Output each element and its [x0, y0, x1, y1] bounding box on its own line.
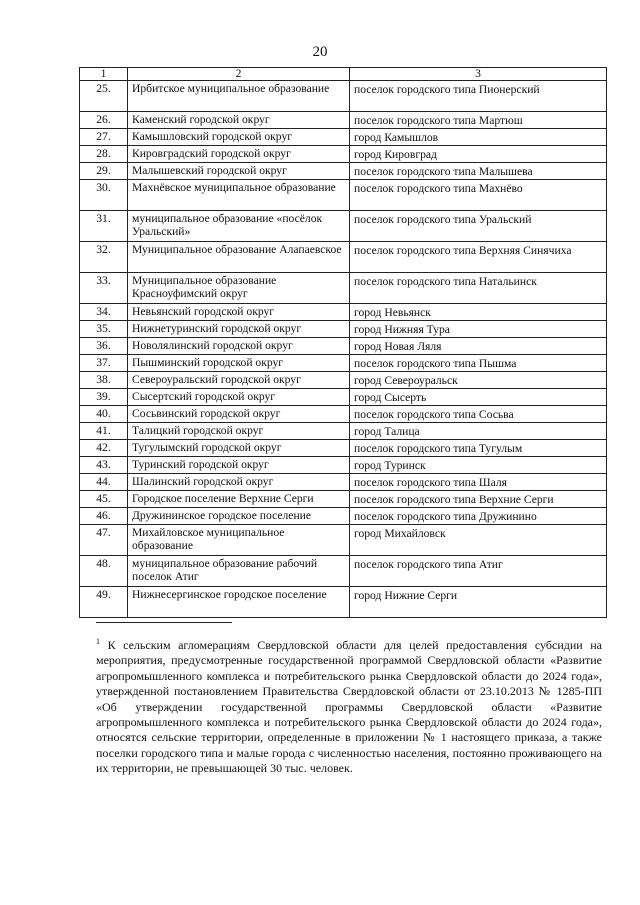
- column-header-municipality: 2: [128, 68, 350, 81]
- footnote-text: К сельским агломерациям Свердловской области для целей предоставления субсидии на мероприятия, предусмотренные государственной программой Свердловской области «Развитие агропромышленного комплекса и потребительского рынка Свердловской области до 2024 года», утвержденной постановлением Правительства Свердловской области от 23.10.2013 № 1285-ПП «Об утверждении государственной программы Свердловской области «Развитие агропромышленного комплекса и потребительского рынка Свердловской области до 2024 года», относятся сельские территории, определенные в приложении № 1 настоящего приказа, а также поселки городского типа и малые города с численностью населения, постоянно проживающего на их территории, не превышающей 30 тыс. человек.: [96, 638, 602, 776]
- table-row: [80, 372, 607, 389]
- settlement-cell: город Камышлов: [350, 129, 607, 146]
- table-row: [80, 491, 607, 508]
- row-number-cell: 36.: [80, 338, 128, 355]
- row-number-cell: 48.: [80, 556, 128, 587]
- municipality-cell: Муниципальное образование Красноуфимский округ: [128, 273, 350, 304]
- settlement-cell: город Нижняя Тура: [350, 321, 607, 338]
- settlement-cell: город Талица: [350, 423, 607, 440]
- municipality-cell: Ирбитское муниципальное образование: [128, 81, 350, 112]
- municipality-cell: Махнёвское муниципальное образование: [128, 180, 350, 211]
- row-number-cell: 49.: [80, 587, 128, 618]
- table-row: [80, 338, 607, 355]
- row-number-cell: 42.: [80, 440, 128, 457]
- municipality-cell: Каменский городской округ: [128, 112, 350, 129]
- row-number-cell: 46.: [80, 508, 128, 525]
- row-number-cell: 44.: [80, 474, 128, 491]
- row-number-cell: 31.: [80, 211, 128, 242]
- municipality-cell: Тугулымский городской округ: [128, 440, 350, 457]
- municipality-cell: Сосьвинский городской округ: [128, 406, 350, 423]
- table-row: [80, 440, 607, 457]
- municipality-cell: Североуральский городской округ: [128, 372, 350, 389]
- settlement-cell: поселок городского типа Верхние Серги: [350, 491, 607, 508]
- row-number-cell: 43.: [80, 457, 128, 474]
- row-number-cell: 27.: [80, 129, 128, 146]
- row-number-cell: 25.: [80, 81, 128, 112]
- settlement-cell: поселок городского типа Уральский: [350, 211, 607, 242]
- row-number-cell: 45.: [80, 491, 128, 508]
- footnote: [96, 634, 602, 777]
- settlement-cell: поселок городского типа Натальинск: [350, 273, 607, 304]
- table-row: [80, 211, 607, 242]
- municipality-cell: муниципальное образование рабочий поселок Атиг: [128, 556, 350, 587]
- municipality-cell: Муниципальное образование Алапаевское: [128, 242, 350, 273]
- settlements-table: [79, 67, 607, 618]
- footnote-separator: [96, 622, 232, 623]
- row-number-cell: 47.: [80, 525, 128, 556]
- municipality-cell: Сысертский городской округ: [128, 389, 350, 406]
- municipality-cell: Михайловское муниципальное образование: [128, 525, 350, 556]
- municipality-cell: муниципальное образование «посёлок Уральский»: [128, 211, 350, 242]
- table-row: [80, 273, 607, 304]
- municipality-cell: Кировградский городской округ: [128, 146, 350, 163]
- table-row: [80, 180, 607, 211]
- table-row: [80, 242, 607, 273]
- municipality-cell: Городское поселение Верхние Серги: [128, 491, 350, 508]
- row-number-cell: 40.: [80, 406, 128, 423]
- row-number-cell: 26.: [80, 112, 128, 129]
- table-row: [80, 474, 607, 491]
- settlement-cell: город Кировград: [350, 146, 607, 163]
- municipality-cell: Талицкий городской округ: [128, 423, 350, 440]
- settlement-cell: поселок городского типа Атиг: [350, 556, 607, 587]
- municipality-cell: Невьянский городской округ: [128, 304, 350, 321]
- table-row: [80, 556, 607, 587]
- table-row: [80, 129, 607, 146]
- table-row: [80, 406, 607, 423]
- settlement-cell: поселок городского типа Махнёво: [350, 180, 607, 211]
- row-number-cell: 32.: [80, 242, 128, 273]
- table-header-row: [80, 68, 607, 81]
- row-number-cell: 28.: [80, 146, 128, 163]
- row-number-cell: 29.: [80, 163, 128, 180]
- table-row: [80, 146, 607, 163]
- settlement-cell: город Сысерть: [350, 389, 607, 406]
- settlement-cell: поселок городского типа Шаля: [350, 474, 607, 491]
- settlement-cell: город Михайловск: [350, 525, 607, 556]
- municipality-cell: Нижнетуринский городской округ: [128, 321, 350, 338]
- table-row: [80, 81, 607, 112]
- settlement-cell: поселок городского типа Малышева: [350, 163, 607, 180]
- settlement-cell: поселок городского типа Мартюш: [350, 112, 607, 129]
- table-row: [80, 587, 607, 618]
- settlement-cell: город Туринск: [350, 457, 607, 474]
- table-row: [80, 321, 607, 338]
- municipality-cell: Нижнесергинское городское поселение: [128, 587, 350, 618]
- page-number: 20: [312, 44, 328, 60]
- settlement-cell: поселок городского типа Сосьва: [350, 406, 607, 423]
- settlement-cell: город Невьянск: [350, 304, 607, 321]
- column-header-settlement: 3: [350, 68, 607, 81]
- table-row: [80, 112, 607, 129]
- municipality-cell: Туринский городской округ: [128, 457, 350, 474]
- row-number-cell: 35.: [80, 321, 128, 338]
- footnote-marker: 1: [96, 637, 100, 646]
- settlement-cell: город Нижние Серги: [350, 587, 607, 618]
- table-row: [80, 457, 607, 474]
- table-row: [80, 163, 607, 180]
- table-row: [80, 508, 607, 525]
- row-number-cell: 37.: [80, 355, 128, 372]
- table-row: [80, 304, 607, 321]
- row-number-cell: 30.: [80, 180, 128, 211]
- municipality-cell: Дружининское городское поселение: [128, 508, 350, 525]
- row-number-cell: 38.: [80, 372, 128, 389]
- table-row: [80, 355, 607, 372]
- municipality-cell: Шалинский городской округ: [128, 474, 350, 491]
- table-row: [80, 389, 607, 406]
- row-number-cell: 41.: [80, 423, 128, 440]
- row-number-cell: 34.: [80, 304, 128, 321]
- settlement-cell: город Североуральск: [350, 372, 607, 389]
- column-header-number: 1: [80, 68, 128, 81]
- municipality-cell: Малышевский городской округ: [128, 163, 350, 180]
- settlement-cell: поселок городского типа Верхняя Синячиха: [350, 242, 607, 273]
- table-row: [80, 423, 607, 440]
- municipality-cell: Камышловский городской округ: [128, 129, 350, 146]
- row-number-cell: 33.: [80, 273, 128, 304]
- settlement-cell: поселок городского типа Пионерский: [350, 81, 607, 112]
- settlement-cell: город Новая Ляля: [350, 338, 607, 355]
- municipality-cell: Новолялинский городской округ: [128, 338, 350, 355]
- settlement-cell: поселок городского типа Дружинино: [350, 508, 607, 525]
- row-number-cell: 39.: [80, 389, 128, 406]
- municipality-cell: Пышминский городской округ: [128, 355, 350, 372]
- settlement-cell: поселок городского типа Тугулым: [350, 440, 607, 457]
- table-row: [80, 525, 607, 556]
- settlement-cell: поселок городского типа Пышма: [350, 355, 607, 372]
